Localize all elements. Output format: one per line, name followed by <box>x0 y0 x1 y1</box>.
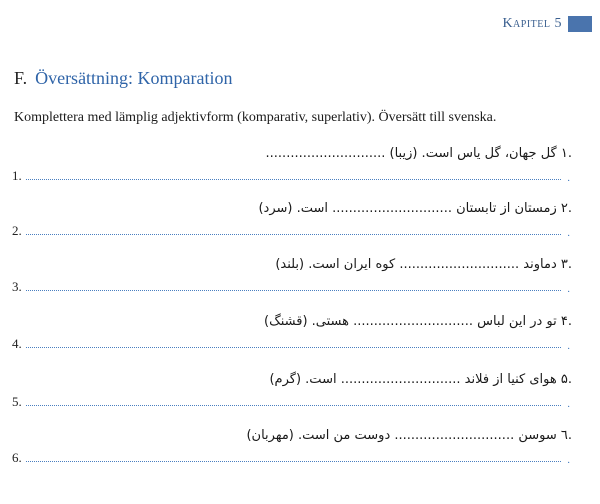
answer-line[interactable] <box>12 332 578 352</box>
exercise-2 <box>12 199 578 239</box>
answer-number: 3. <box>12 279 22 294</box>
instructions: Komplettera med lämplig adjektivform (komparativ, superlativ). Översätt till svenska. <box>14 110 497 125</box>
answer-end-dot: . <box>567 227 570 239</box>
answer-end-dot: . <box>567 398 570 410</box>
answer-number: 1. <box>12 168 22 183</box>
persian-prompt: .۵ هوای کنیا از فلاند ............................. است. (گرم) <box>269 372 572 387</box>
answer-dots <box>26 461 562 462</box>
answer-end-dot: . <box>567 172 570 184</box>
exercise-4 <box>12 312 578 352</box>
answer-dots <box>26 234 562 235</box>
answer-number: 6. <box>12 450 22 465</box>
persian-prompt: .٢ زمستان از تابستان ............................. است. (سرد) <box>258 201 572 216</box>
answer-end-dot: . <box>567 454 570 466</box>
section-name: Översättning: Komparation <box>35 68 233 88</box>
answer-end-dot: . <box>567 283 570 295</box>
answer-number: 2. <box>12 223 22 238</box>
answer-line[interactable] <box>12 275 578 295</box>
persian-prompt: .١ گل جهان، گل یاس است. (زیبا) ............................. <box>265 146 572 161</box>
answer-number: 5. <box>12 394 22 409</box>
answer-line[interactable] <box>12 446 578 466</box>
exercise-6 <box>12 426 578 466</box>
persian-prompt: .٣ دماوند ............................. کوه ایران است. (بلند) <box>275 257 572 272</box>
exercise-3 <box>12 255 578 295</box>
section-title <box>14 68 233 89</box>
persian-prompt: .٦ سوسن ............................. دوست من است. (مهربان) <box>246 428 572 443</box>
answer-dots <box>26 290 562 291</box>
answer-dots <box>26 179 562 180</box>
section-letter: F. <box>14 68 28 88</box>
answer-dots <box>26 405 562 406</box>
answer-dots <box>26 347 562 348</box>
exercise-1 <box>12 144 578 184</box>
exercise-5 <box>12 370 578 410</box>
answer-end-dot: . <box>567 340 570 352</box>
chapter-accent-bar <box>568 16 592 32</box>
answer-line[interactable] <box>12 219 578 239</box>
answer-number: 4. <box>12 336 22 351</box>
answer-line[interactable] <box>12 390 578 410</box>
chapter-label: Kapitel 5 <box>502 16 562 31</box>
persian-prompt: .۴ تو در این لباس ............................. هستی. (قشنگ) <box>264 314 572 329</box>
answer-line[interactable] <box>12 164 578 184</box>
